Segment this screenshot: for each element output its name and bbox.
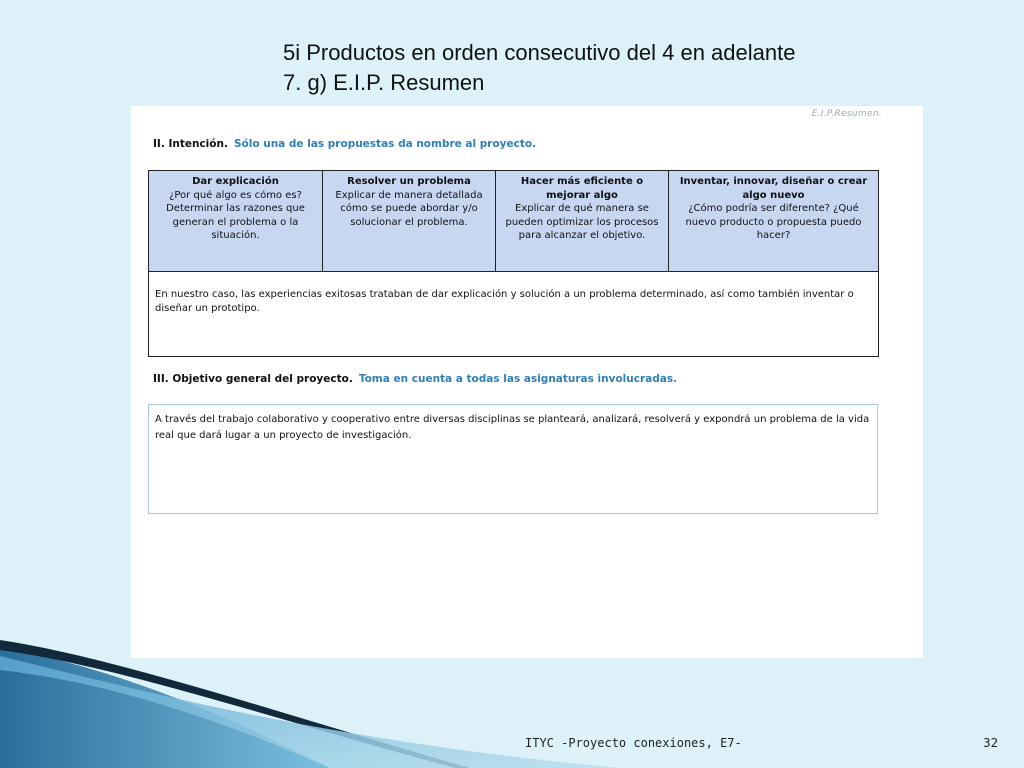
section-intention-title: II. Intención. <box>153 138 228 150</box>
intention-option-solve <box>323 171 496 272</box>
section-objective-heading <box>153 373 677 385</box>
option-title: Resolver un problema <box>347 176 471 187</box>
intention-answer-text: En nuestro caso, las experiencias exitosas trataban de dar explicación y solución a un problema determinado, así como también inventar o diseñar un prototipo. <box>149 272 879 357</box>
option-title: Hacer más eficiente o mejorar algo <box>520 176 644 201</box>
option-body: ¿Por qué algo es cómo es? Determinar las razones que generan el problema o la situación. <box>166 189 305 241</box>
section-intention-note: Sólo una de las propuestas da nombre al proyecto. <box>233 138 537 150</box>
intention-options-row <box>149 171 879 272</box>
document-image <box>131 106 923 658</box>
section-intention-heading <box>153 138 536 150</box>
intention-answer-row <box>149 272 879 357</box>
section-objective-title: III. Objetivo general del proyecto. <box>153 373 353 385</box>
option-body: ¿Cómo podría ser diferente? ¿Qué nuevo producto o propuesta puedo hacer? <box>685 203 862 241</box>
document-header-label: E.I.P.Resumen. <box>811 109 882 119</box>
footer-text: ITYC -Proyecto conexiones, E7- <box>525 736 742 750</box>
page-number: 32 <box>983 736 999 750</box>
intention-option-improve <box>496 171 669 272</box>
slide-title <box>283 38 795 98</box>
intention-option-invent <box>669 171 879 272</box>
option-title: Inventar, innovar, diseñar o crear algo nuevo <box>679 176 868 201</box>
slide-title-line-2: 7. g) E.I.P. Resumen <box>283 70 485 95</box>
section-objective-note: Toma en cuenta a todas las asignaturas involucradas. <box>358 373 678 385</box>
option-title: Dar explicación <box>192 176 279 187</box>
objective-answer-text: A través del trabajo colaborativo y cooperativo entre diversas disciplinas se planteará, analizará, resolverá y expondrá un problema de la vida real que dará lugar a un proyecto de investigación. <box>155 414 870 441</box>
option-body: Explicar de manera detallada cómo se puede abordar y/o solucionar el problema. <box>335 189 483 228</box>
objective-box <box>148 404 878 514</box>
slide-title-line-1: 5i Productos en orden consecutivo del 4 en adelante <box>283 40 796 65</box>
intention-table <box>148 170 879 357</box>
intention-option-explain <box>149 171 323 272</box>
option-body: Explicar de qué manera se pueden optimizar los procesos para alcanzar el objetivo. <box>505 203 659 241</box>
